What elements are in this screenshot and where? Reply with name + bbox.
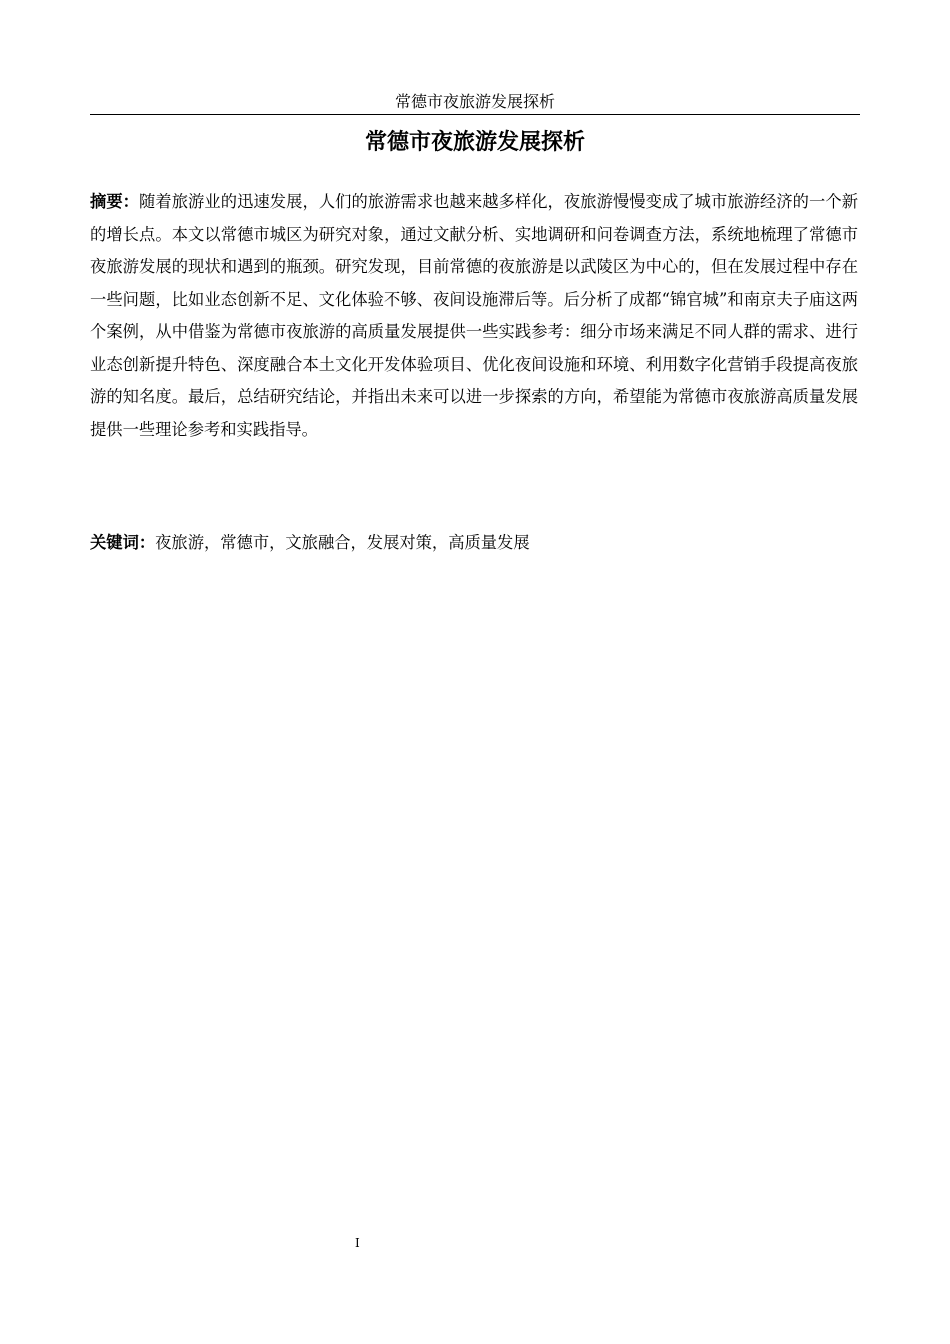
keywords-line <box>90 527 858 559</box>
paper-title: 常德市夜旅游发展探析 <box>364 130 585 155</box>
keywords-text: 夜旅游，常德市，文旅融合，发展对策，高质量发展 <box>155 533 530 552</box>
keywords-label: 关键词： <box>90 533 156 552</box>
running-header: 常德市夜旅游发展探析 <box>394 92 555 111</box>
page-number: I <box>355 1236 360 1250</box>
abstract-text: 随着旅游业的迅速发展，人们的旅游需求也越来越多样化，夜旅游慢慢变成了城市旅游经济的一个新的增长点。本文以常德市城区为研究对象，通过文献分析、实地调研和问卷调查方法，系统地梳理了常德市夜旅游发展的现状和遇到的瓶颈。研究发现，目前常德的夜旅游是以武陵区为中心的，但在发展过程中存在一些问题，比如业态创新不足、文化体验不够、夜间设施滞后等。后分析了成都“锦官城”和南京夫子庙这两个案例，从中借鉴为常德市夜旅游的高质量发展提供一些实践参考：细分市场来满足不同人群的需求、进行业态创新提升特色、深度融合本土文化开发体验项目、优化夜间设施和环境、利用数字化营销手段提高夜旅游的知名度。最后，总结研究结论，并指出未来可以进一步探索的方向，希望能为常德市夜旅游高质量发展提供一些理论参考和实践指导。 <box>90 192 858 439</box>
header-rule <box>90 114 860 115</box>
abstract-paragraph <box>90 186 858 446</box>
abstract-label: 摘要： <box>90 192 140 211</box>
